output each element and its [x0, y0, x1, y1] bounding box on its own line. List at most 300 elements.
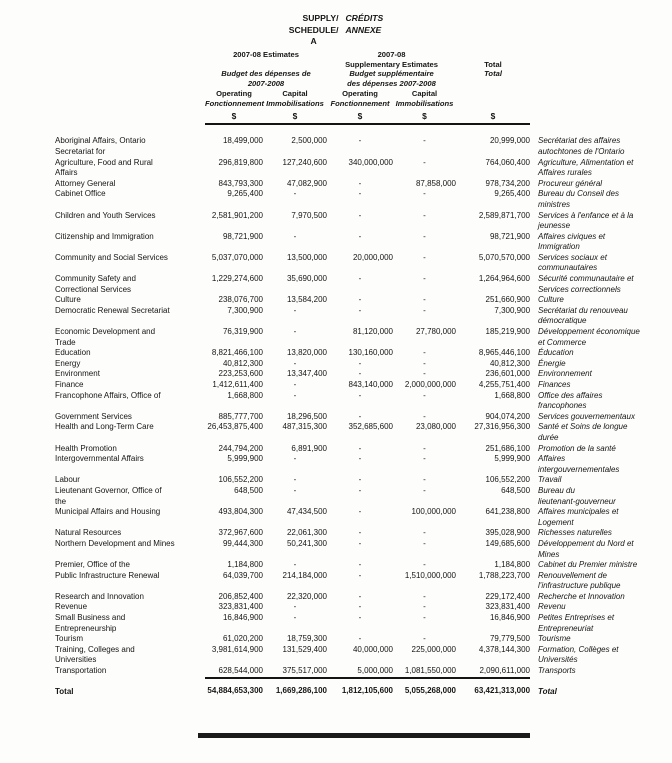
ministry-name-en: Health Promotion	[55, 443, 117, 453]
total-value: 251,660,900	[485, 295, 531, 305]
ministry-name-fr: Services à l'enfance et à la jeunesse	[538, 210, 634, 231]
ministry-row	[55, 454, 670, 475]
supplementary-capital-value: -	[423, 348, 426, 358]
empty-cell	[55, 50, 205, 89]
estimates-group-label-en: 2007-08 Estimates	[233, 49, 299, 59]
document-title	[0, 13, 672, 48]
ministry-name-fr: Affaires civiques et Immigration	[538, 231, 606, 252]
total-row	[55, 678, 670, 698]
supplementary-operating-value: 40,000,000	[352, 644, 393, 654]
estimates-operating-value: 628,544,000	[218, 666, 263, 676]
ministry-name-en: Public Infrastructure Renewal	[55, 570, 160, 580]
ministry-name-fr: Sécurité communautaire et Services correctionnels	[538, 274, 634, 294]
estimates-operating-value: 296,819,800	[218, 157, 263, 167]
estimates-capital-value: -	[293, 475, 297, 485]
total-value: 764,060,400	[485, 157, 531, 167]
estimates-capital-value: -	[293, 390, 297, 400]
supplementary-operating-value: -	[358, 178, 362, 188]
ministry-name-fr: Finances	[538, 380, 571, 390]
ministry-name-en: Tourism	[55, 634, 84, 644]
total-value: 9,265,400	[494, 189, 531, 199]
total-value: 27,316,956,300	[474, 422, 531, 432]
supplementary-capital-value: -	[423, 369, 426, 379]
total-value: 2,090,611,000	[479, 666, 531, 676]
ministry-name-fr: Culture	[538, 295, 564, 305]
empty-cell	[55, 89, 205, 109]
ministry-name-fr: Cabinet du Premier ministre	[538, 560, 638, 570]
ministry-row	[55, 359, 670, 370]
supplementary-capital-value: 1,081,550,000	[404, 666, 457, 676]
ministry-name-en: Aboriginal Affairs, Ontario Secretariat for	[55, 136, 146, 156]
supplementary-group-label-en: 2007-08 Supplementary Estimates	[345, 49, 438, 69]
ministry-name-en: Premier, Office of the	[55, 560, 130, 570]
estimates-capital-value: 13,820,000	[286, 348, 327, 358]
supplementary-capital-value: -	[423, 274, 426, 284]
total-value: 4,378,144,300	[478, 644, 531, 654]
ministry-name-en: Research and Innovation	[55, 591, 144, 601]
ministry-name-en: Small Business and Entrepreneurship	[55, 613, 126, 633]
schedule-title-fr: ANNEXE	[345, 24, 382, 35]
total-value: 8,965,446,100	[478, 348, 531, 358]
supplementary-operating-value: -	[358, 613, 362, 623]
ministry-row	[55, 645, 670, 666]
estimates-capital-value: -	[293, 380, 297, 390]
estimates-capital-value: -	[293, 305, 297, 315]
total-value: 1,264,964,600	[478, 274, 531, 284]
supplementary-capital-value: -	[423, 231, 426, 241]
estimates-capital-value: 131,529,400	[282, 644, 327, 654]
ministry-name-en: Citizenship and Immigration	[55, 231, 154, 241]
estimates-operating-value: 9,265,400	[227, 189, 263, 199]
ministry-name-fr: Développement du Nord et Mines	[538, 538, 634, 559]
supplementary-operating-value: -	[358, 591, 362, 601]
ministry-row	[55, 602, 670, 613]
estimates-capital-value: -	[293, 189, 297, 199]
ministry-row	[55, 158, 670, 179]
total-value: 149,685,600	[485, 538, 531, 548]
ministry-name-fr: Formation, Collèges et Universités	[538, 644, 619, 665]
empty-cell	[530, 89, 670, 109]
supplementary-operating-value: -	[358, 475, 362, 485]
ministry-row	[55, 507, 670, 528]
dollar-sign: $	[263, 109, 327, 125]
schedule-title-en: SCHEDULE/	[288, 24, 339, 35]
supplementary-operating-value: 81,120,000	[352, 327, 393, 337]
ministry-name-fr: Santé et Soins de longue durée	[538, 422, 628, 442]
supplementary-operating-value: -	[358, 443, 362, 453]
ministry-name-en: Francophone Affairs, Office of	[55, 390, 161, 400]
supplementary-operating-value: -	[358, 390, 362, 400]
total-value: 79,779,500	[489, 634, 531, 644]
total-label-fr: Total	[538, 686, 557, 696]
total-value: 5,070,570,000	[478, 252, 531, 262]
estimates-operating-value: 106,552,200	[218, 475, 263, 485]
operating-label-fr: Fonctionnement	[205, 98, 265, 108]
estimates-capital-value: 50,241,300	[286, 538, 327, 548]
total-value: 1,668,800	[494, 390, 531, 400]
supplementary-capital-value: -	[423, 189, 426, 199]
supplementary-operating-value: -	[358, 602, 362, 612]
supplementary-capital-value: -	[423, 602, 426, 612]
ministry-row	[55, 528, 670, 539]
total-value: 251,686,100	[485, 443, 531, 453]
supplementary-capital-header	[393, 89, 456, 109]
ministry-row	[55, 539, 670, 560]
estimates-operating-value: 64,039,700	[222, 570, 263, 580]
ministry-row	[55, 274, 670, 295]
ministry-name-en: Government Services	[55, 411, 132, 421]
estimates-operating-value: 2,581,901,200	[211, 210, 263, 220]
estimates-operating-value: 40,812,300	[222, 358, 263, 368]
estimates-operating-value: 493,804,300	[218, 507, 263, 517]
ministry-name-en: Cabinet Office	[55, 189, 106, 199]
estimates-capital-value: -	[293, 560, 297, 570]
estimates-capital-value: 127,240,600	[282, 157, 327, 167]
estimates-operating-value: 323,831,400	[218, 602, 263, 612]
estimates-operating-value: 16,846,900	[222, 613, 263, 623]
estimates-capital-value: 47,434,500	[286, 507, 327, 517]
ministry-name-en: Community and Social Services	[55, 252, 168, 262]
total-value: 978,734,200	[485, 178, 531, 188]
estimates-capital-value: 35,690,000	[286, 274, 327, 284]
estimates-operating-value: 5,999,900	[227, 454, 263, 464]
document-title-french	[345, 13, 383, 48]
estimates-operating-value: 61,020,200	[222, 634, 263, 644]
supplementary-operating-value: -	[358, 295, 362, 305]
total-value: 2,589,871,700	[478, 210, 531, 220]
capital-label-fr: Immobilisations	[395, 98, 454, 108]
ministry-name-fr: Secrétariat du renouveau démocratique	[538, 305, 628, 326]
supplementary-operating-value: -	[358, 538, 362, 548]
ministry-row	[55, 666, 670, 678]
estimates-operating-value: 7,300,900	[227, 305, 263, 315]
ministry-name-fr: Petites Entreprises et Entrepreneuriat	[538, 613, 615, 633]
estimates-capital-value: 487,315,300	[282, 422, 327, 432]
supplementary-operating-value: -	[358, 528, 362, 538]
estimates-capital-value: 6,891,900	[291, 443, 327, 453]
supplementary-capital-value: -	[423, 634, 426, 644]
ministry-row	[55, 232, 670, 253]
estimates-operating-value: 1,668,800	[227, 390, 263, 400]
ministry-row	[55, 422, 670, 443]
ministry-name-en: Lieutenant Governor, Office of the	[55, 485, 162, 506]
total-value: 4,255,751,400	[478, 380, 531, 390]
total-group-label-en: Total	[484, 59, 502, 69]
supplementary-capital-value: -	[423, 305, 426, 315]
total-value: 904,074,200	[485, 411, 531, 421]
supplementary-capital-value: -	[423, 411, 426, 421]
supplementary-operating-value: 5,000,000	[357, 666, 393, 676]
capital-label-en: Capital	[411, 88, 438, 98]
ministry-row	[55, 571, 670, 592]
estimates-capital-value: 7,970,500	[291, 210, 327, 220]
supplementary-capital-value: -	[423, 157, 426, 167]
ministry-row	[55, 391, 670, 412]
ministry-row	[55, 179, 670, 190]
ministry-name-fr: Agriculture, Alimentation et Affaires rurales	[538, 157, 634, 178]
supplementary-operating-value: -	[358, 305, 362, 315]
header-spacer-row	[55, 124, 670, 136]
total-value: 98,721,900	[489, 231, 531, 241]
total-value: 236,601,000	[485, 369, 531, 379]
column-group-header-row	[55, 50, 670, 89]
total-value: 1,184,800	[494, 560, 531, 570]
total-supplementary-capital-value: 5,055,268,000	[393, 678, 456, 698]
estimates-capital-value: 18,296,500	[286, 411, 327, 421]
operating-label-en: Operating	[216, 88, 252, 98]
supplementary-capital-value: 100,000,000	[411, 507, 457, 517]
schedule-letter: A	[310, 36, 317, 47]
ministry-row	[55, 348, 670, 359]
supplementary-operating-value: -	[358, 411, 362, 421]
operating-label-en: Operating	[342, 88, 378, 98]
supplementary-capital-value: -	[423, 538, 426, 548]
ministry-name-fr: Promotion de la santé	[538, 443, 616, 453]
supplementary-operating-value: -	[358, 210, 362, 220]
ministry-name-fr: Environnement	[538, 369, 592, 379]
supplementary-operating-value: -	[358, 485, 362, 495]
operating-label-fr: Fonctionnement	[330, 98, 390, 108]
ministry-name-en: Environment	[55, 369, 100, 379]
ministry-row	[55, 380, 670, 391]
estimates-table	[55, 50, 670, 697]
ministry-name-fr: Recherche et Innovation	[538, 591, 625, 601]
estimates-operating-value: 843,793,300	[218, 178, 263, 188]
supplementary-capital-value: -	[423, 390, 426, 400]
ministry-row	[55, 327, 670, 348]
ministry-name-fr: Richesses naturelles	[538, 528, 612, 538]
total-grand-value: 63,421,313,000	[456, 678, 530, 698]
ministry-name-en: Revenue	[55, 602, 88, 612]
total-value: 106,552,200	[485, 475, 531, 485]
total-supplementary-operating-value: 1,812,105,600	[327, 678, 393, 698]
ministry-name-en: Intergovernmental Affairs	[55, 454, 144, 464]
total-value: 229,172,400	[485, 591, 531, 601]
ministry-name-en: Democratic Renewal Secretariat	[55, 305, 170, 315]
column-subheader-row	[55, 89, 670, 109]
ministry-row	[55, 189, 670, 210]
estimates-capital-value: 22,320,000	[286, 591, 327, 601]
supplementary-capital-value: -	[423, 252, 426, 262]
total-value: 395,028,900	[485, 528, 531, 538]
supplementary-capital-value: 2,000,000,000	[404, 380, 457, 390]
ministry-row	[55, 613, 670, 634]
supplementary-operating-value: -	[358, 454, 362, 464]
ministry-name-en: Children and Youth Services	[55, 210, 156, 220]
supplementary-operating-value: 352,685,600	[348, 422, 393, 432]
estimates-group-header	[205, 50, 327, 89]
total-value: 20,999,000	[489, 136, 531, 146]
supplementary-capital-value: -	[423, 591, 426, 601]
estimates-capital-value: 13,584,200	[286, 295, 327, 305]
estimates-operating-value: 1,184,800	[227, 560, 263, 570]
estimates-operating-value: 885,777,700	[218, 411, 263, 421]
ministry-row	[55, 253, 670, 274]
estimates-operating-value: 244,794,200	[218, 443, 263, 453]
ministry-row	[55, 211, 670, 232]
ministry-name-fr: Services gouvernementaux	[538, 411, 635, 421]
supplementary-operating-value: -	[358, 136, 362, 146]
supplementary-capital-value: -	[423, 528, 426, 538]
empty-cell	[530, 50, 670, 89]
ministry-row	[55, 306, 670, 327]
ministry-row	[55, 295, 670, 306]
total-value: 7,300,900	[494, 305, 531, 315]
total-estimates-operating-value: 54,884,653,300	[205, 678, 263, 698]
supplementary-capital-value: 27,780,000	[415, 327, 457, 337]
supplementary-operating-value: -	[358, 634, 362, 644]
ministry-table-body	[55, 136, 670, 677]
total-value: 5,999,900	[494, 454, 531, 464]
supplementary-capital-value: -	[423, 210, 426, 220]
supplementary-capital-value: -	[423, 485, 426, 495]
empty-cell	[55, 124, 670, 136]
ministry-name-en: Finance	[55, 380, 84, 390]
estimates-operating-value: 5,037,070,000	[211, 252, 263, 262]
estimates-capital-value: 2,500,000	[291, 136, 327, 146]
supplementary-capital-value: 225,000,000	[411, 644, 457, 654]
estimates-capital-value: 47,082,900	[286, 178, 327, 188]
supply-title-en: SUPPLY/	[302, 13, 339, 23]
supplementary-capital-value: -	[423, 613, 426, 623]
ministry-name-en: Northern Development and Mines	[55, 538, 175, 548]
supplementary-group-header	[327, 50, 456, 89]
supplementary-operating-value: -	[358, 369, 362, 379]
supplementary-operating-value: 340,000,000	[348, 157, 393, 167]
estimates-operating-value: 372,967,600	[218, 528, 263, 538]
estimates-capital-value: -	[293, 358, 297, 368]
supplementary-capital-value: -	[423, 475, 426, 485]
ministry-name-fr: Bureau du Conseil des ministres	[538, 189, 619, 209]
ministry-row	[55, 634, 670, 645]
estimates-operating-value: 1,412,611,400	[212, 380, 263, 390]
supplementary-operating-value: -	[358, 560, 362, 570]
supplementary-capital-value: 23,080,000	[415, 422, 457, 432]
dollar-sign: $	[205, 109, 263, 125]
ministry-row	[55, 560, 670, 571]
ministry-name-en: Education	[55, 348, 91, 358]
ministry-name-fr: Tourisme	[538, 634, 571, 644]
ministry-row	[55, 412, 670, 423]
ministry-name-fr: Transports	[538, 666, 576, 676]
supplementary-capital-value: 1,510,000,000	[404, 570, 457, 580]
estimates-capital-value: 375,517,000	[282, 666, 327, 676]
total-estimates-capital-value: 1,669,286,100	[263, 678, 327, 698]
estimates-operating-value: 98,721,900	[222, 231, 263, 241]
ministry-name-fr: Office des affaires francophones	[538, 390, 603, 411]
total-group-label-fr: Total	[484, 69, 502, 79]
ministry-name-fr: Énergie	[538, 358, 566, 368]
ministry-name-en: Attorney General	[55, 178, 116, 188]
ministry-name-fr: Bureau du lieutenant-gouverneur	[538, 485, 616, 506]
ministry-name-fr: Affaires municipales et Logement	[538, 507, 619, 527]
ministry-name-fr: Travail	[538, 475, 562, 485]
supplementary-capital-value: -	[423, 136, 426, 146]
estimates-capital-value: -	[293, 613, 297, 623]
ministry-name-fr: Secrétariat des affaires autochtones de l'Ontario	[538, 136, 625, 156]
supplementary-operating-value: -	[358, 507, 362, 517]
estimates-capital-header	[263, 89, 327, 109]
estimates-operating-value: 223,253,600	[218, 369, 263, 379]
document-title-english	[289, 13, 339, 48]
empty-cell	[456, 89, 530, 109]
supplementary-operating-value: -	[358, 570, 362, 580]
supplementary-operating-header	[327, 89, 393, 109]
estimates-capital-value: -	[293, 231, 297, 241]
ministry-name-en: Agriculture, Food and Rural Affairs	[55, 157, 153, 178]
currency-symbol-row	[55, 109, 670, 125]
supplementary-operating-value: 843,140,000	[348, 380, 393, 390]
ministry-row	[55, 592, 670, 603]
ministry-name-fr: Procureur général	[538, 178, 603, 188]
total-value: 40,812,300	[489, 358, 531, 368]
estimates-capital-value: -	[293, 602, 297, 612]
ministry-name-en: Economic Development and Trade	[55, 327, 156, 347]
dollar-sign: $	[393, 109, 456, 125]
estimates-operating-value: 18,499,000	[222, 136, 263, 146]
empty-cell	[530, 109, 670, 125]
bottom-rule	[198, 733, 530, 738]
supplementary-operating-value: 130,160,000	[348, 348, 393, 358]
ministry-name-en: Natural Resources	[55, 528, 122, 538]
estimates-operating-value: 1,229,274,600	[211, 274, 263, 284]
estimates-operating-value: 648,500	[234, 485, 263, 495]
estimates-operating-value: 99,444,300	[222, 538, 263, 548]
total-value: 323,831,400	[485, 602, 531, 612]
estimates-capital-value: 18,759,300	[286, 634, 327, 644]
ministry-name-fr: Éducation	[538, 348, 574, 358]
estimates-capital-value: -	[293, 485, 297, 495]
estimates-operating-value: 3,981,614,900	[211, 644, 263, 654]
ministry-row	[55, 136, 670, 157]
supplementary-operating-value: -	[358, 274, 362, 284]
ministry-row	[55, 475, 670, 486]
estimates-operating-header	[205, 89, 263, 109]
estimates-operating-value: 206,852,400	[218, 591, 263, 601]
estimates-capital-value: 13,500,000	[286, 252, 327, 262]
capital-label-en: Capital	[282, 88, 308, 98]
ministry-name-en: Labour	[55, 475, 80, 485]
empty-cell	[55, 109, 205, 125]
supplementary-capital-value: -	[423, 358, 426, 368]
ministry-name-en: Training, Colleges and Universities	[55, 644, 135, 665]
ministry-name-en: Municipal Affairs and Housing	[55, 507, 161, 517]
total-value: 648,500	[501, 485, 531, 495]
ministry-name-en: Community Safety and Correctional Services	[55, 274, 136, 294]
ministry-name-fr: Développement économique et Commerce	[538, 327, 640, 347]
estimates-capital-value: 13,347,400	[286, 369, 327, 379]
dollar-sign: $	[327, 109, 393, 125]
supplementary-group-label-fr: Budget supplémentaire des dépenses 2007-2008	[347, 69, 436, 89]
estimates-capital-value: 214,184,000	[282, 570, 327, 580]
total-value: 185,219,900	[485, 327, 531, 337]
ministry-name-en: Health and Long-Term Care	[55, 422, 154, 432]
ministry-row	[55, 369, 670, 380]
supplementary-operating-value: -	[358, 358, 362, 368]
estimates-group-label-fr: Budget des dépenses de 2007-2008	[221, 69, 311, 89]
supplementary-capital-value: -	[423, 560, 426, 570]
supply-title-fr: CRÉDITS	[345, 13, 384, 23]
total-value: 1,788,223,700	[478, 570, 531, 580]
estimates-operating-value: 26,453,875,400	[207, 422, 263, 432]
ministry-name-fr: Revenu	[538, 602, 566, 612]
ministry-name-fr: Affaires intergouvernementales	[538, 454, 620, 474]
total-value: 641,238,800	[485, 507, 531, 517]
ministry-name-en: Culture	[55, 295, 81, 305]
estimates-operating-value: 238,076,700	[218, 295, 263, 305]
ministry-name-en: Transportation	[55, 666, 107, 676]
supplementary-operating-value: -	[358, 189, 362, 199]
